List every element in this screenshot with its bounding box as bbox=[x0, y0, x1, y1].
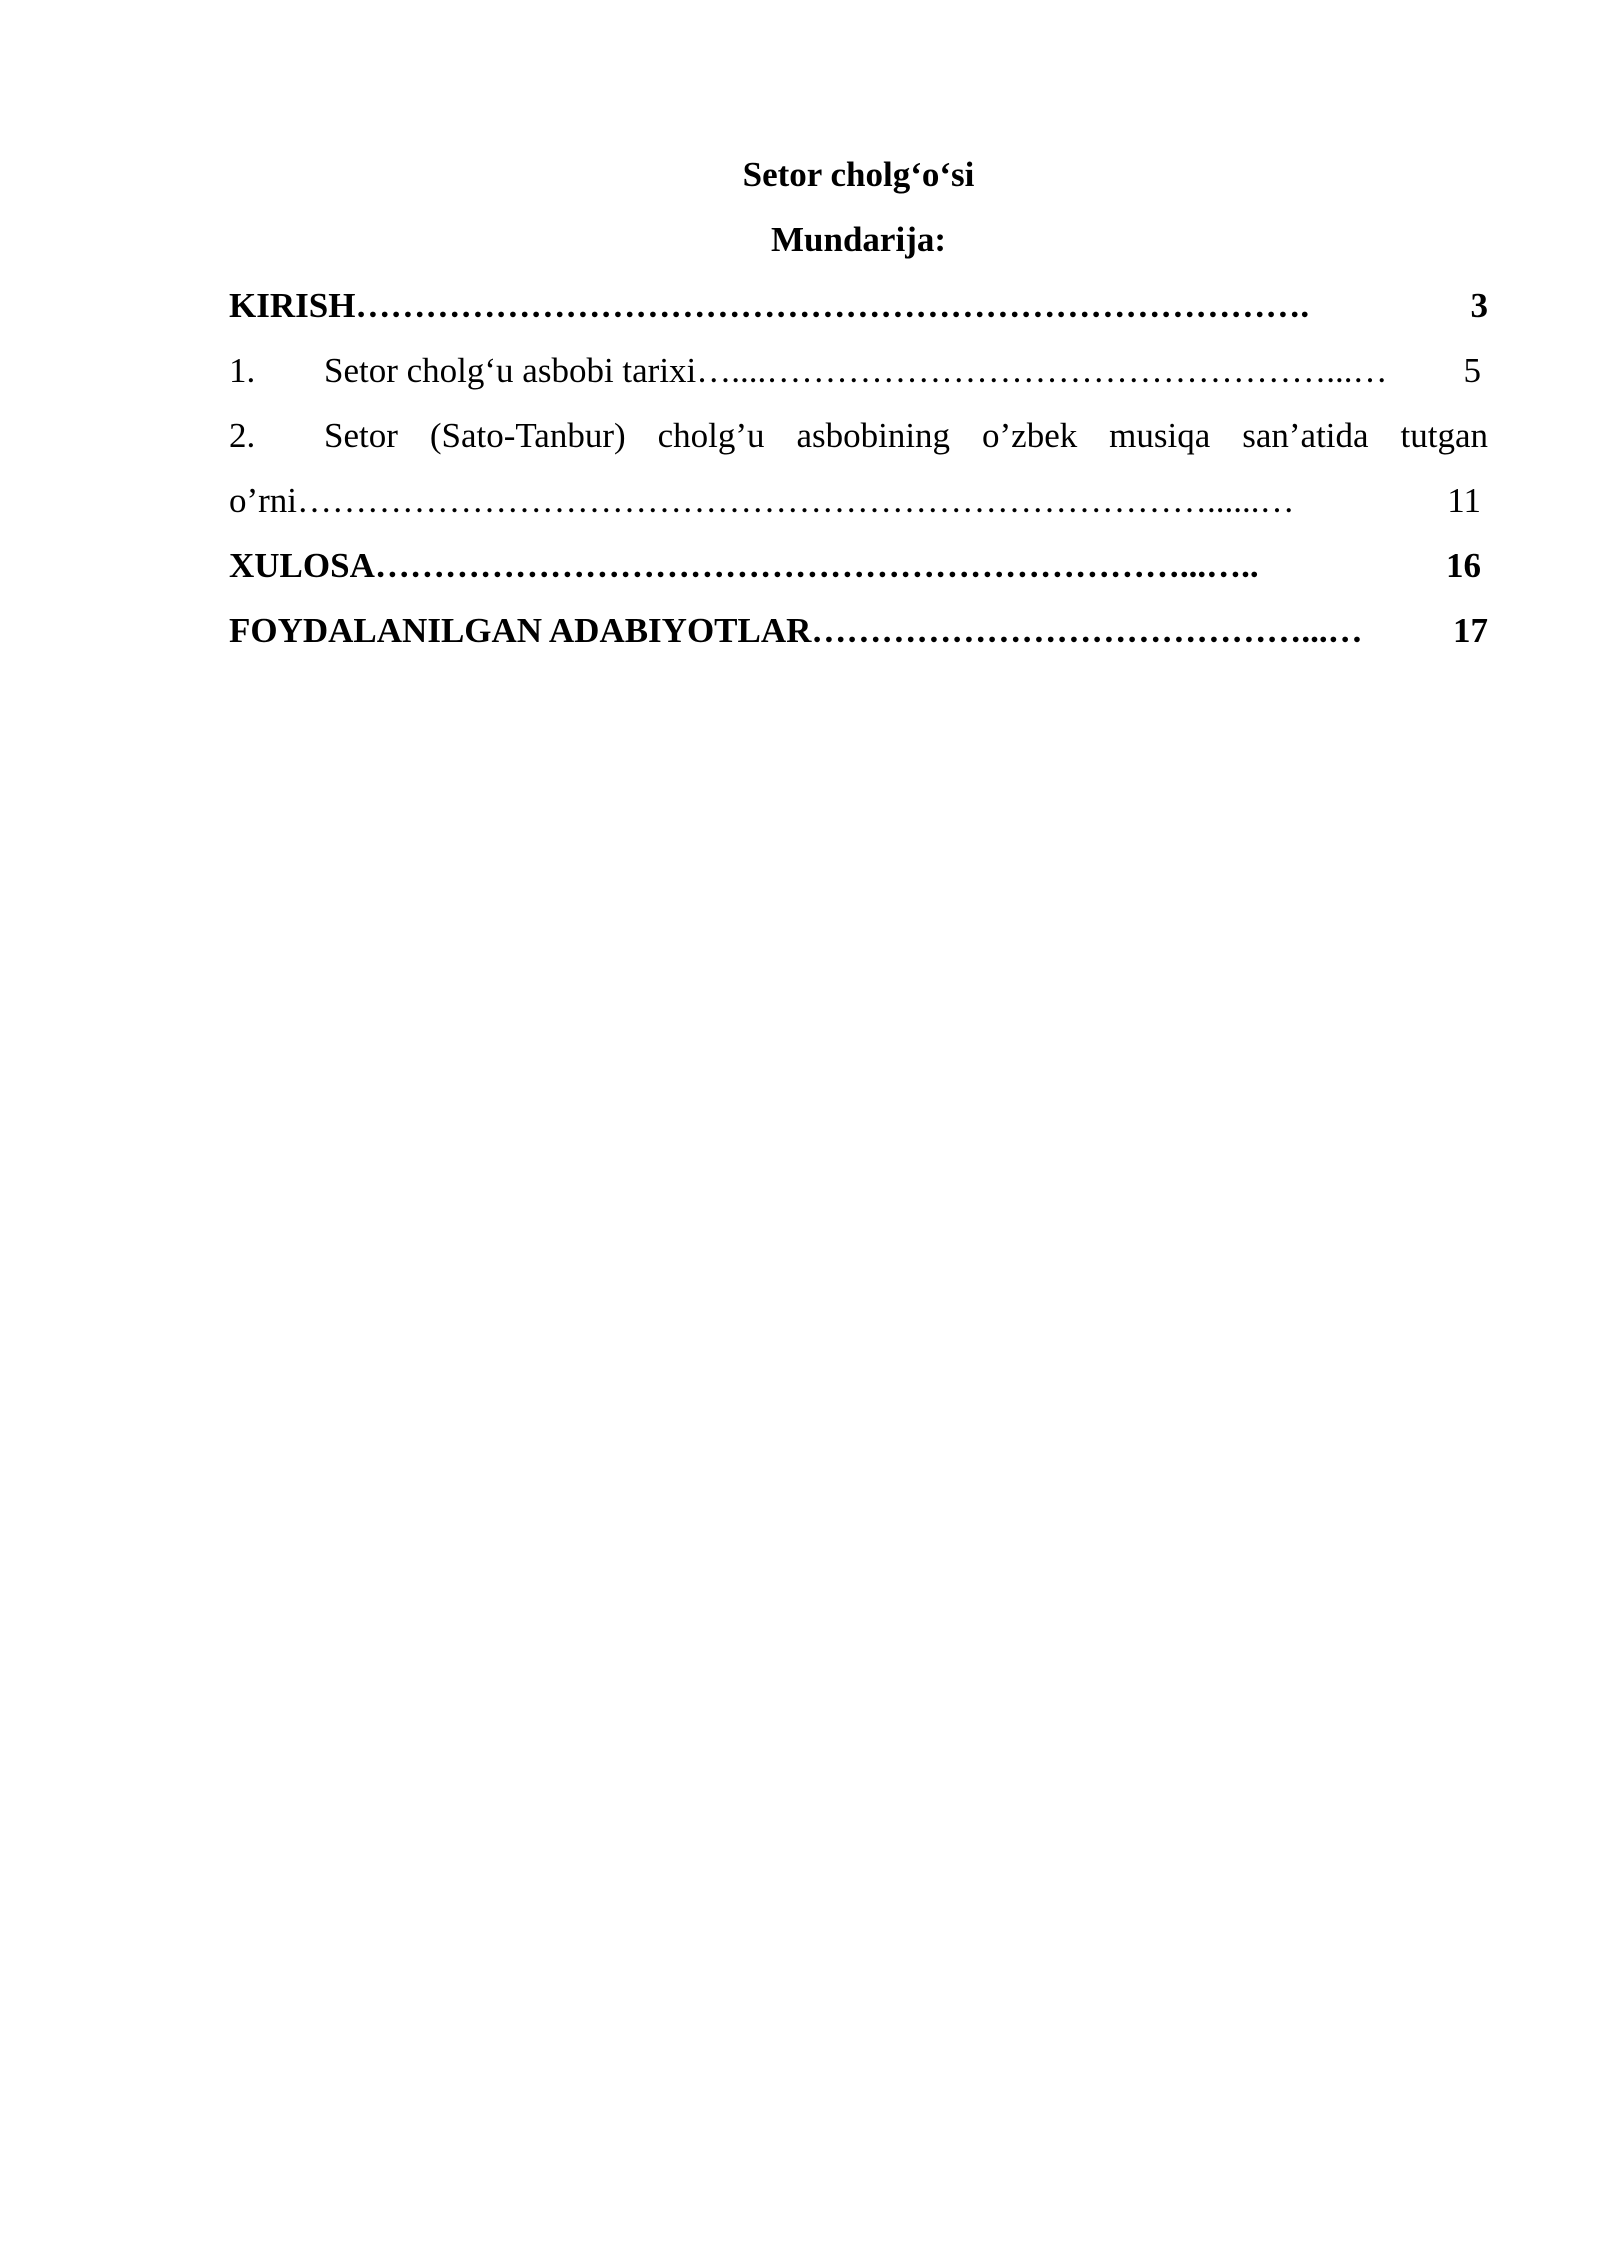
toc-entry-kirish bbox=[229, 286, 1488, 326]
document-title: Setor cholg‘o‘si bbox=[742, 155, 975, 194]
toc-entry-2-number: 2. bbox=[229, 416, 256, 455]
toc-entry-2-page: 11 bbox=[1447, 481, 1481, 520]
toc-entry-1-text: Setor cholg‘u asbobi tarixi…....…………………………………………...… bbox=[324, 351, 1388, 390]
toc-entry-2-text-line-1: Setor (Sato-Tanbur) cholg’u asbobining o’zbek musiqa san’atida tutgan bbox=[324, 416, 1488, 455]
toc-entry-foydalanilgan-adabiyotlar bbox=[229, 611, 1488, 651]
toc-entry-2-text-line-2: o’rni……………………………………………………………………......… bbox=[229, 481, 1295, 520]
toc-entry-1-page: 5 bbox=[1463, 351, 1481, 390]
toc-heading: Mundarija: bbox=[771, 220, 946, 259]
toc-entry-xulosa bbox=[229, 546, 1488, 586]
toc-entry-1-number: 1. bbox=[229, 351, 256, 390]
toc-entry-1 bbox=[229, 351, 1488, 391]
toc-entry-xulosa-page: 16 bbox=[1446, 546, 1481, 585]
toc-entry-2-line-1 bbox=[229, 416, 1488, 456]
toc-entry-2-justified bbox=[229, 416, 1488, 456]
toc-entry-kirish-page: 3 bbox=[1470, 286, 1488, 325]
toc-entry-foydalanilgan-adabiyotlar-text: FOYDALANILGAN ADABIYOTLAR……………………………………...… bbox=[229, 611, 1363, 650]
toc-entry-foydalanilgan-adabiyotlar-page: 17 bbox=[1453, 611, 1488, 650]
toc-entry-2-line-2 bbox=[229, 481, 1488, 521]
toc-entry-kirish-text: KIRISH………………………………………………………………………. bbox=[229, 286, 1310, 325]
toc-entry-xulosa-text: XULOSA……………………………………………………………...….. bbox=[229, 546, 1259, 585]
